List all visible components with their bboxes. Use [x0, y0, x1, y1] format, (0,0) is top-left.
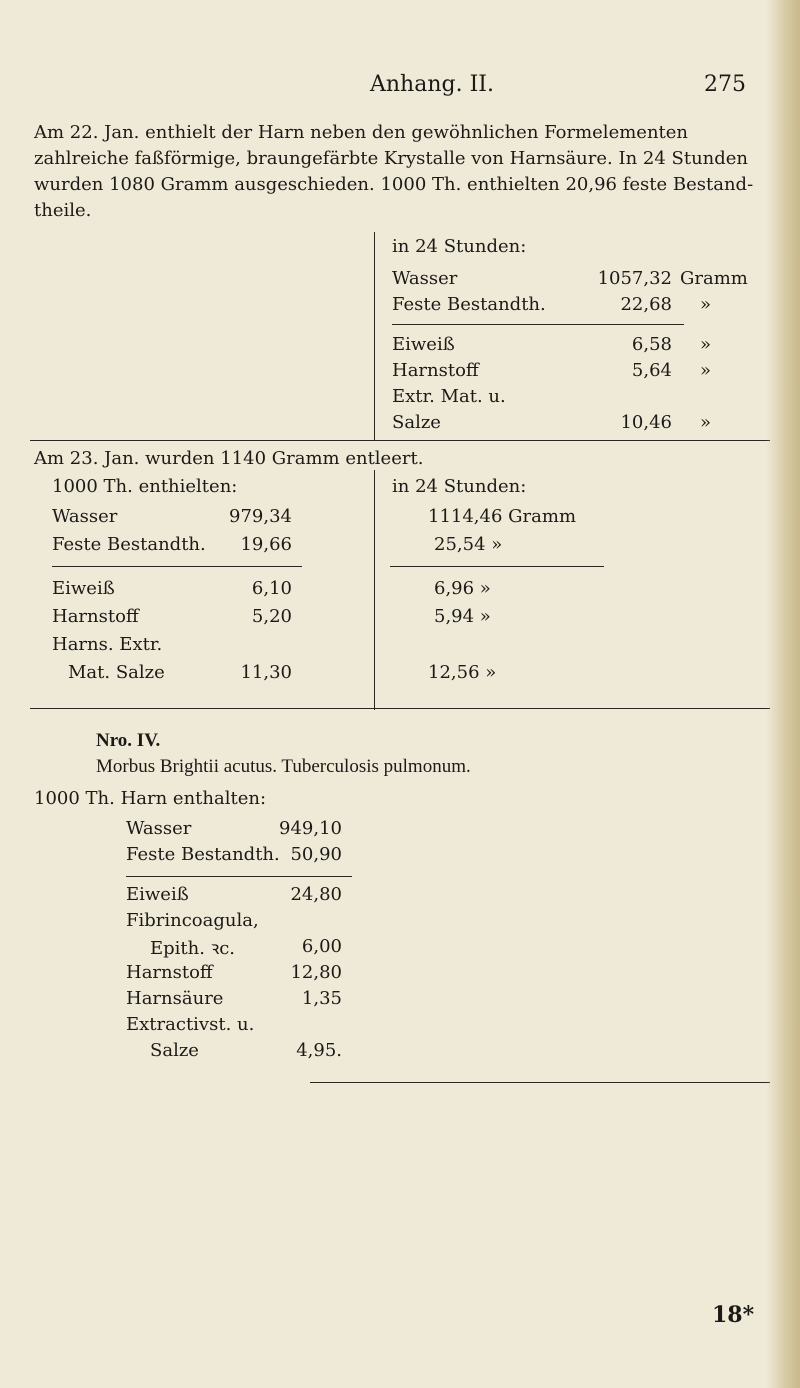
block2-label: Mat. Salze	[68, 662, 165, 683]
intro-line-2: zahlreiche faßförmige, braungefärbte Krystalle von Harnsäure. In 24 Stunden	[34, 148, 749, 169]
case-diagnosis: Morbus Brightii acutus. Tuberculosis pulmonum.	[96, 756, 471, 777]
block1-heading: in 24 Stunden:	[392, 236, 527, 257]
page-number: 275	[704, 72, 746, 97]
block1-label: Extr. Mat. u.	[392, 386, 506, 407]
section-rule	[30, 440, 770, 441]
signature-mark: 18*	[712, 1302, 755, 1328]
table-divider	[374, 232, 375, 390]
block1-value: 22,68	[620, 294, 672, 315]
block2-label: Wasser	[52, 506, 118, 527]
block2-label: Harnstoff	[52, 606, 139, 627]
case4-value: 24,80	[290, 884, 342, 905]
block1-unit: Gramm	[680, 268, 748, 289]
block1-value: 10,46	[620, 412, 672, 433]
intro-line-4: theile.	[34, 200, 92, 221]
section-rule	[30, 708, 770, 709]
block2-intro: Am 23. Jan. wurden 1140 Gramm entleert.	[34, 448, 424, 469]
case4-value: 12,80	[290, 962, 342, 983]
block2-left-heading: 1000 Th. enthielten:	[52, 476, 238, 497]
case4-value: 1,35	[301, 988, 342, 1009]
case4-label: Harnsäure	[126, 988, 224, 1009]
block1-unit: »	[700, 334, 712, 355]
block1-label: Eiweiß	[392, 334, 455, 355]
block2-label: Feste Bestandth.	[52, 534, 206, 555]
block2-value: 19,66	[240, 534, 292, 555]
block1-label: Wasser	[392, 268, 458, 289]
block2-day: 25,54 »	[434, 534, 503, 555]
block1-unit: »	[700, 412, 712, 433]
block2-value: 5,20	[251, 606, 292, 627]
case4-label: Feste Bestandth.	[126, 844, 280, 865]
sum-rule	[390, 566, 604, 567]
block2-label: Eiweiß	[52, 578, 115, 599]
block1-unit: »	[700, 294, 712, 315]
block2-value: 979,34	[229, 506, 292, 527]
case4-label: Epith. ꝛc.	[150, 938, 236, 959]
table-divider	[374, 470, 375, 710]
case4-heading: 1000 Th. Harn enthalten:	[34, 788, 267, 809]
case-number: Nro. IV.	[96, 730, 161, 751]
block2-day: 5,94 »	[434, 606, 491, 627]
page-edge	[766, 0, 800, 1388]
block2-label: Harns. Extr.	[52, 634, 163, 655]
block1-label: Salze	[392, 412, 441, 433]
block2-value: 6,10	[251, 578, 292, 599]
block1-value: 5,64	[631, 360, 672, 381]
block2-right-heading: in 24 Stunden:	[392, 476, 527, 497]
case4-value: 50,90	[290, 844, 342, 865]
intro-line-1: Am 22. Jan. enthielt der Harn neben den gewöhnlichen Formelementen	[34, 122, 689, 143]
case4-value: 4,95.	[296, 1040, 342, 1061]
block2-day: 12,56 »	[428, 662, 497, 683]
case4-label: Wasser	[126, 818, 192, 839]
case4-label: Eiweiß	[126, 884, 189, 905]
table-divider	[374, 390, 375, 440]
sum-rule	[52, 566, 302, 567]
section-rule	[310, 1082, 770, 1083]
block2-day: 1114,46 Gramm	[428, 506, 577, 527]
block1-value: 1057,32	[597, 268, 672, 289]
intro-line-3: wurden 1080 Gramm ausgeschieden. 1000 Th. enthielten 20,96 feste Bestand-	[34, 174, 754, 195]
sum-rule	[392, 324, 684, 325]
block1-unit: »	[700, 360, 712, 381]
case4-label: Harnstoff	[126, 962, 213, 983]
block1-label: Harnstoff	[392, 360, 479, 381]
case4-label: Fibrincoagula,	[126, 910, 259, 931]
case4-value: 949,10	[279, 818, 342, 839]
running-header: Anhang. II.	[370, 72, 494, 97]
sum-rule	[126, 876, 352, 877]
case4-label: Salze	[150, 1040, 199, 1061]
block1-label: Feste Bestandth.	[392, 294, 546, 315]
block1-value: 6,58	[631, 334, 672, 355]
block2-value: 11,30	[240, 662, 292, 683]
case4-label: Extractivst. u.	[126, 1014, 255, 1035]
case4-value: 6,00	[301, 936, 342, 957]
block2-day: 6,96 »	[434, 578, 491, 599]
